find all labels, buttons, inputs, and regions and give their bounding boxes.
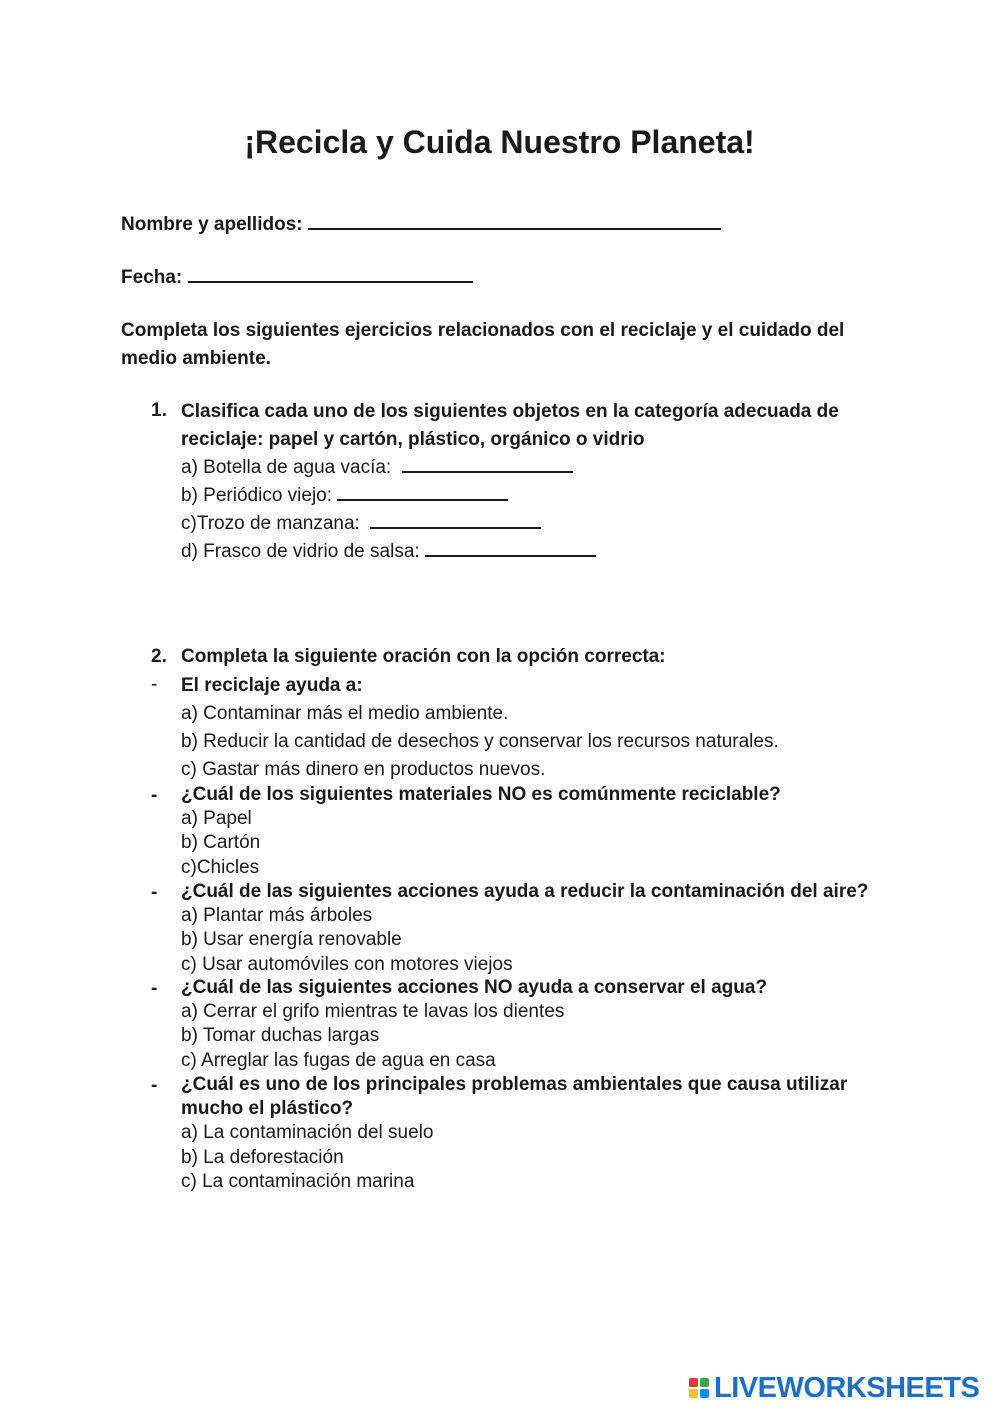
question-block: [181, 783, 781, 880]
question-block: [181, 672, 779, 784]
option-item[interactable]: c) Gastar más dinero en productos nuevos.: [181, 759, 546, 780]
list-item: b) Periódico viejo:: [181, 482, 839, 510]
question-text: El reciclaje ayuda a:: [181, 675, 363, 696]
bullet-dash: -: [151, 1075, 158, 1096]
exercise-1-prompt: Clasifica cada uno de los siguientes objetos en la categoría adecuada de: [181, 401, 839, 422]
option-item[interactable]: b) Cartón: [181, 832, 261, 854]
option-item[interactable]: c) La contaminación marina: [181, 1170, 415, 1192]
option-item[interactable]: c) Arreglar las fugas de agua en casa: [181, 1049, 496, 1071]
option-item[interactable]: a) La contaminación del suelo: [181, 1122, 434, 1144]
date-label: Fecha:: [121, 267, 183, 288]
logo-square: [700, 1389, 709, 1398]
question-block: [181, 976, 767, 1073]
instructions: [121, 317, 844, 373]
answer-blank[interactable]: [337, 483, 508, 501]
page-title: ¡Recicla y Cuida Nuestro Planeta!: [244, 124, 755, 160]
option-item[interactable]: b) Usar energía renovable: [181, 929, 402, 951]
name-label: Nombre y apellidos:: [121, 214, 303, 235]
logo-square: [689, 1378, 698, 1387]
logo-text: LIVEWORKSHEETS: [714, 1372, 980, 1404]
list-item: c)Trozo de manzana:: [181, 510, 839, 538]
option-item[interactable]: a) Papel: [181, 808, 252, 830]
question-text: ¿Cuál es uno de los principales problemas ambientales que causa utilizar: [181, 1074, 848, 1095]
question-text: ¿Cuál de las siguientes acciones NO ayuda a conservar el agua?: [181, 977, 768, 998]
logo-icon: [689, 1378, 709, 1398]
date-field: [121, 265, 473, 291]
name-blank[interactable]: [308, 212, 721, 230]
exercise-1-prompt: reciclaje: papel y cartón, plástico, orgánico o vidrio: [181, 429, 645, 450]
liveworksheets-logo[interactable]: [689, 1372, 979, 1404]
option-item[interactable]: c) Usar automóviles con motores viejos: [181, 953, 513, 975]
question-block: [181, 1073, 847, 1194]
instructions-line: medio ambiente.: [121, 348, 271, 369]
name-field: [121, 212, 721, 238]
answer-blank[interactable]: [370, 511, 541, 529]
question-block: [181, 880, 868, 977]
bullet-dash: -: [151, 785, 158, 806]
option-item[interactable]: b) Reducir la cantidad de desechos y conservar los recursos naturales.: [181, 731, 779, 752]
list-item: a) Botella de agua vacía:: [181, 454, 839, 482]
bullet-dash: -: [151, 882, 158, 903]
list-item: d) Frasco de vidrio de salsa:: [181, 538, 839, 566]
instructions-line: Completa los siguientes ejercicios relacionados con el reciclaje y el cuidado del: [121, 320, 845, 341]
exercise-2-prompt: Completa la siguiente oración con la opción correcta:: [181, 646, 666, 667]
option-item[interactable]: a) Cerrar el grifo mientras te lavas los dientes: [181, 1001, 565, 1023]
answer-blank[interactable]: [425, 539, 596, 557]
bullet-dash: -: [151, 978, 158, 999]
option-item[interactable]: b) Tomar duchas largas: [181, 1025, 380, 1047]
answer-blank[interactable]: [402, 455, 573, 473]
option-item[interactable]: b) La deforestación: [181, 1146, 344, 1168]
question-text: ¿Cuál de los siguientes materiales NO es comúnmente reciclable?: [181, 784, 781, 805]
exercise-2-number: 2.: [151, 646, 167, 667]
option-item[interactable]: c)Chicles: [181, 856, 260, 878]
exercise-1: [181, 398, 839, 566]
option-item[interactable]: a) Plantar más árboles: [181, 905, 373, 927]
bullet-dash: -: [151, 674, 158, 695]
question-text: ¿Cuál de las siguientes acciones ayuda a reducir la contaminación del aire?: [181, 881, 869, 902]
option-item[interactable]: a) Contaminar más el medio ambiente.: [181, 703, 509, 724]
date-blank[interactable]: [188, 265, 473, 283]
logo-square: [700, 1378, 709, 1387]
logo-square: [689, 1389, 698, 1398]
exercise-1-number: 1.: [151, 400, 167, 421]
question-text: mucho el plástico?: [181, 1098, 354, 1120]
